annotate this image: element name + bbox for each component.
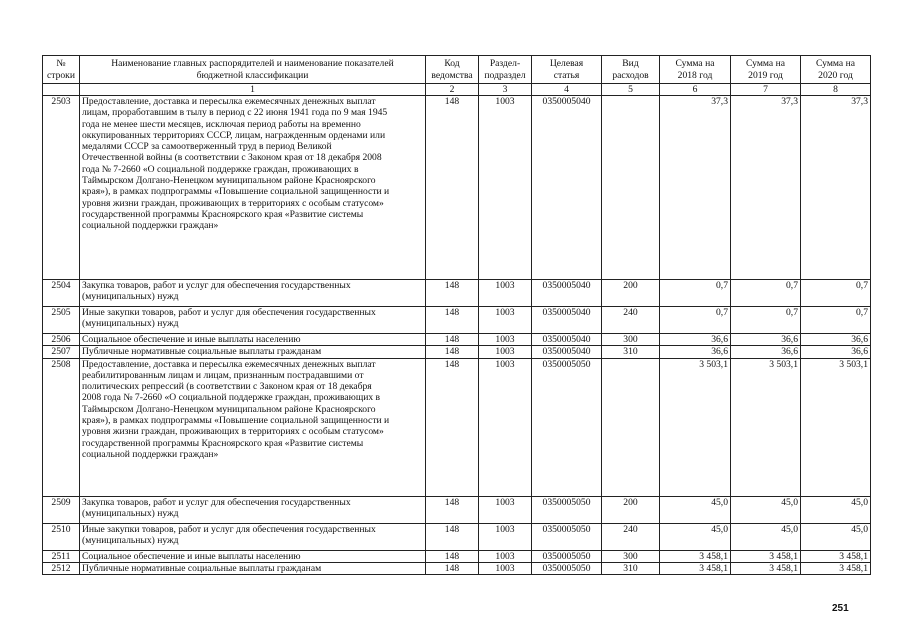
department-code: 148 (426, 562, 479, 574)
section-code: 1003 (479, 550, 532, 562)
row-number: 2504 (43, 280, 80, 307)
row-number: 2506 (43, 334, 80, 346)
row-description: Иные закупки товаров, работ и услуг для обеспечения государственных (муниципальных) нужд (80, 523, 426, 550)
row-number: 2507 (43, 346, 80, 358)
target-item-code: 0350005050 (532, 562, 602, 574)
sum-2019: 45,0 (731, 496, 801, 523)
column-number-blank (43, 84, 80, 96)
sum-2019: 0,7 (731, 280, 801, 307)
sum-2020: 0,7 (801, 280, 871, 307)
target-item-code: 0350005050 (532, 496, 602, 523)
sum-2020: 3 458,1 (801, 562, 871, 574)
sum-2019: 45,0 (731, 523, 801, 550)
sum-2019: 3 503,1 (731, 358, 801, 496)
expense-type-code: 240 (602, 307, 660, 334)
expense-type-code (602, 358, 660, 496)
row-description: Иные закупки товаров, работ и услуг для обеспечения государственных (муниципальных) нужд (80, 307, 426, 334)
sum-2020: 36,6 (801, 334, 871, 346)
department-code: 148 (426, 523, 479, 550)
expense-type-code (602, 96, 660, 280)
sum-2018: 0,7 (660, 307, 731, 334)
table-row (43, 334, 871, 346)
sum-2020: 45,0 (801, 523, 871, 550)
column-number-row (43, 84, 871, 96)
page-number: 251 (832, 603, 849, 614)
header-name: Наименование главных распорядителей и наименование показателей бюджетной классификации (80, 56, 426, 84)
department-code: 148 (426, 358, 479, 496)
expense-type-code: 200 (602, 496, 660, 523)
department-code: 148 (426, 496, 479, 523)
expense-type-code: 300 (602, 550, 660, 562)
sum-2018: 45,0 (660, 523, 731, 550)
header-sum-2019: Сумма на 2019 год (731, 56, 801, 84)
department-code: 148 (426, 346, 479, 358)
row-number: 2503 (43, 96, 80, 280)
column-number: 7 (731, 84, 801, 96)
row-description: Социальное обеспечение и иные выплаты населению (80, 550, 426, 562)
row-description: Закупка товаров, работ и услуг для обеспечения государственных (муниципальных) нужд (80, 280, 426, 307)
sum-2018: 0,7 (660, 280, 731, 307)
table-row (43, 358, 871, 496)
table-row (43, 280, 871, 307)
row-number: 2511 (43, 550, 80, 562)
sum-2020: 3 503,1 (801, 358, 871, 496)
section-code: 1003 (479, 496, 532, 523)
target-item-code: 0350005050 (532, 523, 602, 550)
column-number: 4 (532, 84, 602, 96)
table-row (43, 307, 871, 334)
section-code: 1003 (479, 280, 532, 307)
sum-2019: 3 458,1 (731, 562, 801, 574)
department-code: 148 (426, 96, 479, 280)
sum-2020: 37,3 (801, 96, 871, 280)
sum-2020: 0,7 (801, 307, 871, 334)
row-number: 2508 (43, 358, 80, 496)
sum-2018: 45,0 (660, 496, 731, 523)
column-number: 6 (660, 84, 731, 96)
sum-2019: 36,6 (731, 334, 801, 346)
table-row (43, 96, 871, 280)
expense-type-code: 300 (602, 334, 660, 346)
section-code: 1003 (479, 334, 532, 346)
sum-2020: 3 458,1 (801, 550, 871, 562)
sum-2018: 3 458,1 (660, 550, 731, 562)
table-row (43, 562, 871, 574)
table-row (43, 496, 871, 523)
budget-table (42, 55, 871, 575)
row-number: 2510 (43, 523, 80, 550)
sum-2018: 3 458,1 (660, 562, 731, 574)
column-number: 1 (80, 84, 426, 96)
sum-2019: 36,6 (731, 346, 801, 358)
expense-type-code: 240 (602, 523, 660, 550)
target-item-code: 0350005040 (532, 280, 602, 307)
row-description: Публичные нормативные социальные выплаты гражданам (80, 562, 426, 574)
sum-2018: 3 503,1 (660, 358, 731, 496)
sum-2019: 0,7 (731, 307, 801, 334)
target-item-code: 0350005040 (532, 334, 602, 346)
header-row-number: № строки (43, 56, 80, 84)
header-target-item: Целевая статья (532, 56, 602, 84)
row-number: 2505 (43, 307, 80, 334)
row-description: Социальное обеспечение и иные выплаты населению (80, 334, 426, 346)
table-row (43, 346, 871, 358)
header-section: Раздел- подраздел (479, 56, 532, 84)
department-code: 148 (426, 550, 479, 562)
header-row (43, 56, 871, 84)
sum-2018: 37,3 (660, 96, 731, 280)
target-item-code: 0350005050 (532, 358, 602, 496)
sum-2020: 45,0 (801, 496, 871, 523)
sum-2018: 36,6 (660, 334, 731, 346)
target-item-code: 0350005040 (532, 346, 602, 358)
sum-2019: 37,3 (731, 96, 801, 280)
header-sum-2020: Сумма на 2020 год (801, 56, 871, 84)
section-code: 1003 (479, 562, 532, 574)
department-code: 148 (426, 307, 479, 334)
table-row (43, 550, 871, 562)
expense-type-code: 310 (602, 346, 660, 358)
department-code: 148 (426, 280, 479, 307)
column-number: 2 (426, 84, 479, 96)
section-code: 1003 (479, 523, 532, 550)
column-number: 8 (801, 84, 871, 96)
target-item-code: 0350005050 (532, 550, 602, 562)
column-number: 3 (479, 84, 532, 96)
department-code: 148 (426, 334, 479, 346)
column-number: 5 (602, 84, 660, 96)
section-code: 1003 (479, 358, 532, 496)
target-item-code: 0350005040 (532, 96, 602, 280)
row-description: Публичные нормативные социальные выплаты гражданам (80, 346, 426, 358)
section-code: 1003 (479, 96, 532, 280)
section-code: 1003 (479, 346, 532, 358)
row-number: 2509 (43, 496, 80, 523)
sum-2018: 36,6 (660, 346, 731, 358)
header-sum-2018: Сумма на 2018 год (660, 56, 731, 84)
sum-2020: 36,6 (801, 346, 871, 358)
header-department-code: Код ведомства (426, 56, 479, 84)
table-body (43, 96, 871, 575)
table-row (43, 523, 871, 550)
row-description: Закупка товаров, работ и услуг для обеспечения государственных (муниципальных) нужд (80, 496, 426, 523)
row-description: Предоставление, доставка и пересылка ежемесячных денежных выплат лицам, проработавшим в тылу в период с 22 июня 1941 года по 9 мая 1945 года не менее шести месяцев, исключая период работы на временно оккупированных территориях СССР, лицам, награжденным орденами или медалями СССР за самоотверженный труд в период Великой Отечественной войны (в соответствии с Законом края от 18 декабря 2008 года № 7-2660 «О социальной поддержке граждан, проживающих в Таймырском Долгано-Ненецком муниципальном районе Красноярского края»), в рамках подпрограммы «Повышение социальной защищенности и уровня жизни граждан, проживающих в территориях с особым статусом» государственной программы Красноярского края «Развитие системы социальной поддержки граждан» (80, 96, 426, 280)
expense-type-code: 310 (602, 562, 660, 574)
target-item-code: 0350005040 (532, 307, 602, 334)
section-code: 1003 (479, 307, 532, 334)
row-description: Предоставление, доставка и пересылка ежемесячных денежных выплат реабилитированным лицам и лицам, признанным пострадавшими от политических репрессий (в соответствии с Законом края от 18 декабря 2008 года № 7-2660 «О социальной поддержке граждан, проживающих в Таймырском Долгано-Ненецком муниципальном районе Красноярского края»), в рамках подпрограммы «Повышение социальной защищенности и уровня жизни граждан, проживающих в территориях с особым статусом» государственной программы Красноярского края «Развитие системы социальной поддержки граждан» (80, 358, 426, 496)
header-expense-type: Вид расходов (602, 56, 660, 84)
expense-type-code: 200 (602, 280, 660, 307)
row-number: 2512 (43, 562, 80, 574)
sum-2019: 3 458,1 (731, 550, 801, 562)
